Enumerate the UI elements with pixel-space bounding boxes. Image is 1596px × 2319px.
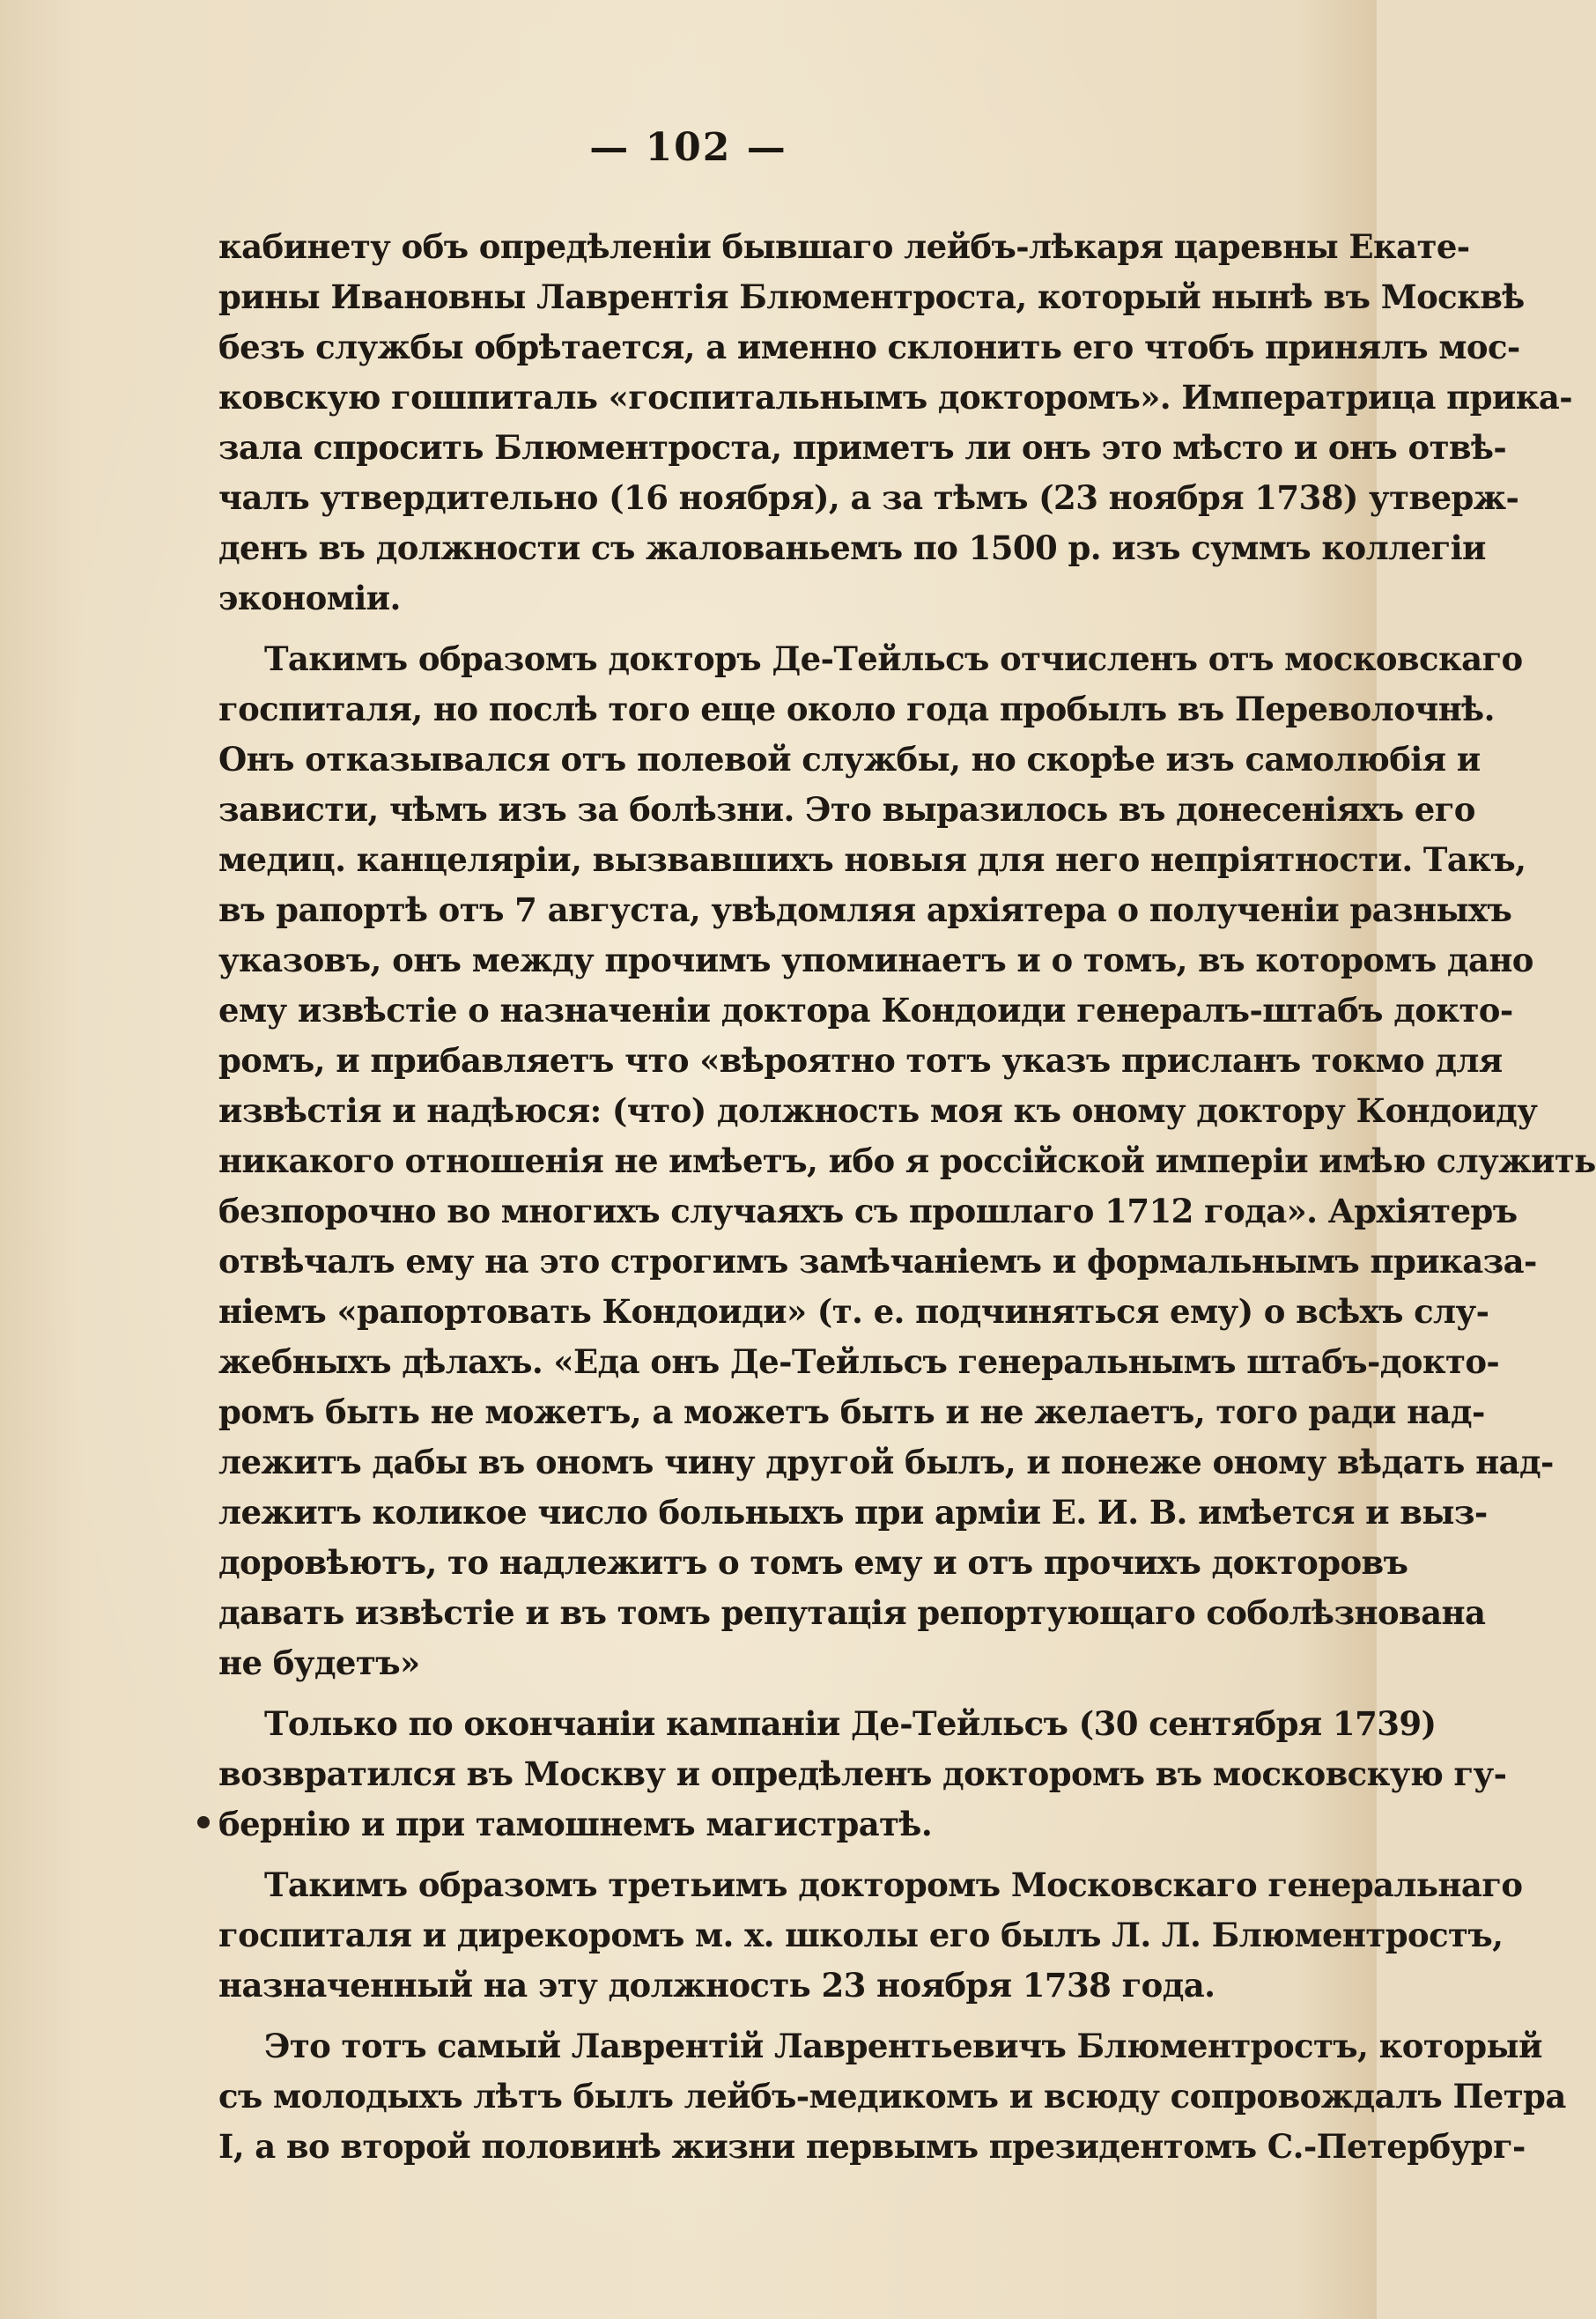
paragraph — [218, 222, 1572, 624]
text-line: I, а во второй половинѣ жизни первымъ президентомъ С.-Петербург- — [218, 2127, 1526, 2166]
margin-mark — [197, 1816, 210, 1828]
text-line: чалъ утвердительно (16 ноября), а за тѣмъ (23 ноября 1738) утверж- — [218, 478, 1519, 517]
text-line: назначенный на эту должность 23 ноября 1738 года. — [218, 1966, 1215, 2005]
text-line: въ рапортѣ отъ 7 августа, увѣдомляя архiятера о полученiи разныхъ — [218, 890, 1512, 929]
text-line: Такимъ образомъ докторъ Де-Тейльсъ отчисленъ отъ московскаго — [264, 639, 1523, 678]
text-line: денъ въ должности съ жалованьемъ по 1500 р. изъ суммъ коллегiи — [218, 528, 1486, 567]
text-line: Это тотъ самый Лаврентiй Лаврентьевичъ Блюментростъ, который — [264, 2027, 1542, 2065]
text-line: госпиталя, но послѣ того еще около года пробылъ въ Переволочнѣ. — [218, 690, 1495, 728]
text-line: бернiю и при тамошнемъ магистратѣ. — [218, 1805, 933, 1843]
text-line: лежитъ коликое число больныхъ при армiи Е. И. В. имѣется и выз- — [218, 1493, 1488, 1532]
body-text — [218, 222, 1596, 2172]
paragraph — [218, 1860, 1523, 2011]
text-line: отвѣчалъ ему на это строгимъ замѣчанiемъ и формальнымъ приказа- — [218, 1242, 1537, 1281]
text-line: извѣстiя и надѣюся: (что) должность моя къ оному доктору Кондоиду — [218, 1091, 1538, 1130]
text-line: госпиталя и дирекоромъ м. х. школы его былъ Л. Л. Блюментростъ, — [218, 1916, 1504, 1954]
text-line: указовъ, онъ между прочимъ упоминаетъ и о томъ, въ которомъ дано — [218, 941, 1533, 979]
text-line: доровѣютъ, то надлежитъ о томъ ему и отъ прочихъ докторовъ — [218, 1543, 1408, 1582]
text-line: безъ службы обрѣтается, а именно склонить его чтобъ принялъ мос- — [218, 328, 1520, 366]
text-line: никакого отношенiя не имѣетъ, ибо я россiйской имперiи имѣю служить — [218, 1141, 1596, 1180]
text-line: экономiи. — [218, 579, 401, 617]
text-line: ромъ, и прибавляетъ что «вѣроятно тотъ указъ присланъ токмо для — [218, 1041, 1503, 1080]
text-line: ковскую гошпиталь «госпитальнымъ докторомъ». Императрица прика- — [218, 378, 1572, 417]
text-line: возвратился въ Москву и опредѣленъ докторомъ въ московскую гу- — [218, 1754, 1507, 1793]
text-line: Онъ отказывался отъ полевой службы, но скорѣе изъ самолюбiя и — [218, 740, 1481, 779]
paragraph — [218, 634, 1596, 1688]
text-line: зала спросить Блюментроста, приметъ ли онъ это мѣсто и онъ отвѣ- — [218, 428, 1507, 467]
text-line: Только по окончанiи кампанiи Де-Тейльсъ (30 сентября 1739) — [264, 1704, 1437, 1743]
text-line: нiемъ «рапортовать Кондоиди» (т. е. подчиняться ему) о всѣхъ слу- — [218, 1292, 1489, 1331]
text-line: лежитъ дабы въ ономъ чину другой былъ, и понеже оному вѣдать над- — [218, 1443, 1554, 1481]
text-line: Такимъ образомъ третьимъ докторомъ Московскаго генеральнаго — [264, 1865, 1523, 1904]
paragraph — [218, 2021, 1566, 2172]
text-line: рины Ивановны Лаврентiя Блюментроста, который нынѣ въ Москвѣ — [218, 277, 1525, 316]
text-line: жебныхъ дѣлахъ. «Еда онъ Де-Тейльсъ генеральнымъ штабъ-докто- — [218, 1342, 1500, 1381]
text-line: не будетъ» — [218, 1643, 420, 1682]
text-line: давать извѣстiе и въ томъ репутацiя репортующаго соболѣзнована — [218, 1593, 1486, 1632]
text-line: зависти, чѣмъ изъ за болѣзни. Это выразилось въ донесенiяхъ его — [218, 790, 1475, 829]
text-line: безпорочно во многихъ случаяхъ съ прошлаго 1712 года». Архiятеръ — [218, 1192, 1518, 1230]
text-line: съ молодыхъ лѣтъ былъ лейбъ-медикомъ и всюду сопровождалъ Петра — [218, 2077, 1566, 2116]
text-line: ромъ быть не можетъ, а можетъ быть и не желаетъ, того ради над- — [218, 1392, 1485, 1431]
text-line: ему извѣстiе о назначенiи доктора Кондоиди генералъ-штабъ докто- — [218, 991, 1513, 1030]
text-line: кабинету объ опредѣленiи бывшаго лейбъ-лѣкаря царевны Екате- — [218, 227, 1470, 266]
page-number: — 102 — — [589, 125, 787, 170]
paragraph — [218, 1699, 1507, 1850]
text-line: медиц. канцелярiи, вызвавшихъ новыя для него непрiятности. Такъ, — [218, 840, 1526, 879]
